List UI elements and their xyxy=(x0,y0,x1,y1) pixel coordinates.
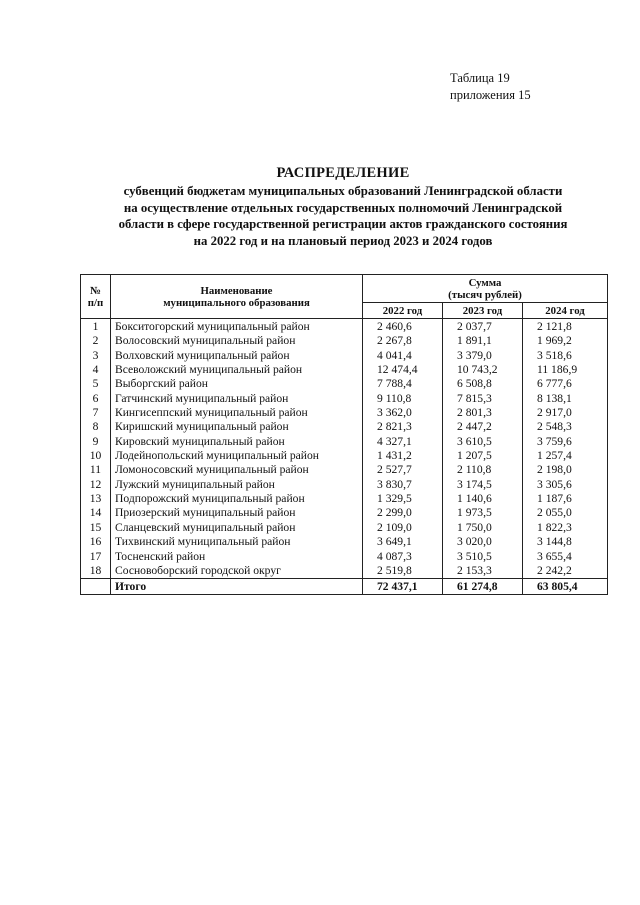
table-row xyxy=(81,406,608,420)
table-row xyxy=(81,392,608,406)
amount-2024-cell: 2 242,2 xyxy=(523,564,608,579)
table-row xyxy=(81,449,608,463)
document-subtitle-line: субвенций бюджетам муниципальных образований Ленинградской области xyxy=(123,184,563,198)
amount-2022-cell: 9 110,8 xyxy=(363,392,443,406)
total-label-cell: Итого xyxy=(111,579,363,595)
amount-2024-cell: 6 777,6 xyxy=(523,377,608,391)
municipality-name-cell: Волосовский муниципальный район xyxy=(111,334,363,348)
table-row xyxy=(81,492,608,506)
row-number-cell: 2 xyxy=(81,334,111,348)
document-subtitle-line: области в сфере государственной регистрации актов гражданского состояния xyxy=(118,217,568,231)
row-number-cell: 14 xyxy=(81,506,111,520)
municipality-name-cell: Всеволожский муниципальный район xyxy=(111,363,363,377)
amount-2022-cell: 3 830,7 xyxy=(363,478,443,492)
municipality-name-cell: Лужский муниципальный район xyxy=(111,478,363,492)
amount-2024-cell: 3 518,6 xyxy=(523,349,608,363)
table-row xyxy=(81,377,608,391)
amount-2023-cell: 3 174,5 xyxy=(443,478,523,492)
row-number-cell: 6 xyxy=(81,392,111,406)
amount-2023-cell: 1 140,6 xyxy=(443,492,523,506)
municipality-name-cell: Сосновоборский городской округ xyxy=(111,564,363,579)
appendix-number: приложения 15 xyxy=(450,88,531,102)
total-empty-cell xyxy=(81,579,111,595)
column-header-year-2024: 2024 год xyxy=(523,303,608,319)
table-row xyxy=(81,349,608,363)
row-number-cell: 4 xyxy=(81,363,111,377)
municipality-name-cell: Тихвинский муниципальный район xyxy=(111,535,363,549)
amount-2024-cell: 3 144,8 xyxy=(523,535,608,549)
municipality-name-cell: Кингисеппский муниципальный район xyxy=(111,406,363,420)
table-row xyxy=(81,363,608,377)
amount-2022-cell: 3 362,0 xyxy=(363,406,443,420)
amount-2024-cell: 1 257,4 xyxy=(523,449,608,463)
total-2024-cell: 63 805,4 xyxy=(523,579,608,595)
table-row xyxy=(81,319,608,335)
row-number-cell: 9 xyxy=(81,435,111,449)
table-row xyxy=(81,506,608,520)
row-number-cell: 8 xyxy=(81,420,111,434)
row-number-cell: 7 xyxy=(81,406,111,420)
amount-2023-cell: 2 801,3 xyxy=(443,406,523,420)
amount-2022-cell: 4 087,3 xyxy=(363,550,443,564)
table-row xyxy=(81,463,608,477)
municipality-name-cell: Выборгский район xyxy=(111,377,363,391)
amount-2022-cell: 2 267,8 xyxy=(363,334,443,348)
table-row xyxy=(81,478,608,492)
column-header-year-2023: 2023 год xyxy=(443,303,523,319)
amount-2022-cell: 2 821,3 xyxy=(363,420,443,434)
total-2022-cell: 72 437,1 xyxy=(363,579,443,595)
municipality-name-cell: Волховский муниципальный район xyxy=(111,349,363,363)
amount-2023-cell: 6 508,8 xyxy=(443,377,523,391)
amount-2024-cell: 2 055,0 xyxy=(523,506,608,520)
amount-2023-cell: 3 020,0 xyxy=(443,535,523,549)
amount-2023-cell: 2 447,2 xyxy=(443,420,523,434)
row-number-cell: 16 xyxy=(81,535,111,549)
municipality-name-cell: Киришский муниципальный район xyxy=(111,420,363,434)
subvention-table xyxy=(80,274,608,595)
municipality-name-cell: Бокситогорский муниципальный район xyxy=(111,319,363,335)
document-heading xyxy=(60,163,626,249)
table-row xyxy=(81,535,608,549)
amount-2023-cell: 3 379,0 xyxy=(443,349,523,363)
amount-2022-cell: 4 041,4 xyxy=(363,349,443,363)
amount-2024-cell: 3 305,6 xyxy=(523,478,608,492)
amount-2022-cell: 3 649,1 xyxy=(363,535,443,549)
document-subtitle-line: на осуществление отдельных государственных полномочий Ленинградской xyxy=(123,200,563,215)
amount-2022-cell: 2 299,0 xyxy=(363,506,443,520)
municipality-name-cell: Кировский муниципальный район xyxy=(111,435,363,449)
column-header-sum: Сумма (тысяч рублей) xyxy=(363,275,608,303)
amount-2022-cell: 2 109,0 xyxy=(363,521,443,535)
document-subtitle-line: на 2022 год и на плановый период 2023 и 2024 годов xyxy=(193,233,493,248)
row-number-cell: 12 xyxy=(81,478,111,492)
municipality-name-cell: Гатчинский муниципальный район xyxy=(111,392,363,406)
amount-2024-cell: 1 187,6 xyxy=(523,492,608,506)
amount-2024-cell: 2 198,0 xyxy=(523,463,608,477)
municipality-name-cell: Приозерский муниципальный район xyxy=(111,506,363,520)
amount-2024-cell: 2 548,3 xyxy=(523,420,608,434)
amount-2022-cell: 12 474,4 xyxy=(363,363,443,377)
amount-2023-cell: 2 110,8 xyxy=(443,463,523,477)
amount-2023-cell: 2 037,7 xyxy=(443,319,523,335)
row-number-cell: 17 xyxy=(81,550,111,564)
amount-2024-cell: 2 917,0 xyxy=(523,406,608,420)
amount-2022-cell: 2 527,7 xyxy=(363,463,443,477)
amount-2022-cell: 2 460,6 xyxy=(363,319,443,335)
amount-2024-cell: 3 655,4 xyxy=(523,550,608,564)
amount-2022-cell: 7 788,4 xyxy=(363,377,443,391)
amount-2023-cell: 2 153,3 xyxy=(443,564,523,579)
table-row xyxy=(81,334,608,348)
amount-2023-cell: 3 610,5 xyxy=(443,435,523,449)
column-header-name: Наименование муниципального образования xyxy=(111,275,363,319)
municipality-name-cell: Подпорожский муниципальный район xyxy=(111,492,363,506)
appendix-reference xyxy=(450,70,531,104)
amount-2023-cell: 1 750,0 xyxy=(443,521,523,535)
municipality-name-cell: Ломоносовский муниципальный район xyxy=(111,463,363,477)
table-number: Таблица 19 xyxy=(450,71,510,85)
table-row xyxy=(81,550,608,564)
amount-2024-cell: 1 822,3 xyxy=(523,521,608,535)
column-header-number: № п/п xyxy=(81,275,111,319)
amount-2023-cell: 10 743,2 xyxy=(443,363,523,377)
row-number-cell: 1 xyxy=(81,319,111,335)
row-number-cell: 5 xyxy=(81,377,111,391)
table-total-row xyxy=(81,579,608,595)
amount-2023-cell: 1 891,1 xyxy=(443,334,523,348)
municipality-name-cell: Тосненский район xyxy=(111,550,363,564)
amount-2024-cell: 8 138,1 xyxy=(523,392,608,406)
amount-2024-cell: 1 969,2 xyxy=(523,334,608,348)
row-number-cell: 15 xyxy=(81,521,111,535)
row-number-cell: 11 xyxy=(81,463,111,477)
municipality-name-cell: Сланцевский муниципальный район xyxy=(111,521,363,535)
row-number-cell: 10 xyxy=(81,449,111,463)
amount-2023-cell: 1 207,5 xyxy=(443,449,523,463)
amount-2023-cell: 7 815,3 xyxy=(443,392,523,406)
row-number-cell: 18 xyxy=(81,564,111,579)
total-2023-cell: 61 274,8 xyxy=(443,579,523,595)
amount-2023-cell: 1 973,5 xyxy=(443,506,523,520)
table-row xyxy=(81,564,608,579)
amount-2022-cell: 2 519,8 xyxy=(363,564,443,579)
row-number-cell: 13 xyxy=(81,492,111,506)
table-row xyxy=(81,435,608,449)
amount-2022-cell: 4 327,1 xyxy=(363,435,443,449)
amount-2023-cell: 3 510,5 xyxy=(443,550,523,564)
document-title: РАСПРЕДЕЛЕНИЕ xyxy=(276,165,410,181)
amount-2024-cell: 11 186,9 xyxy=(523,363,608,377)
table-row xyxy=(81,420,608,434)
row-number-cell: 3 xyxy=(81,349,111,363)
column-header-year-2022: 2022 год xyxy=(363,303,443,319)
amount-2022-cell: 1 431,2 xyxy=(363,449,443,463)
amount-2024-cell: 2 121,8 xyxy=(523,319,608,335)
municipality-name-cell: Лодейнопольский муниципальный район xyxy=(111,449,363,463)
amount-2022-cell: 1 329,5 xyxy=(363,492,443,506)
table-row xyxy=(81,521,608,535)
amount-2024-cell: 3 759,6 xyxy=(523,435,608,449)
table-body xyxy=(81,319,608,595)
